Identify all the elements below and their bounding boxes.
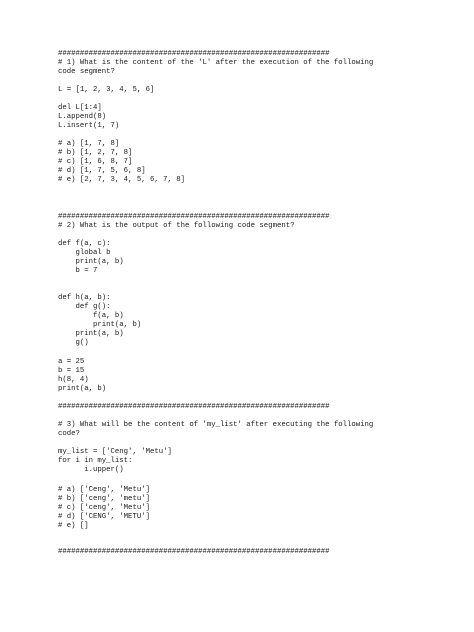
code-line: def g(): (58, 303, 111, 311)
answer-option: # e) [] (58, 522, 89, 530)
answer-option: # b) [1, 2, 7, 8] (58, 149, 133, 157)
code-line: i.upper() (58, 466, 124, 474)
code-line: print(a, b) (58, 321, 142, 329)
code-line: b = 7 (58, 267, 98, 275)
separator-line: ############################################################## (58, 213, 330, 221)
answer-option: # a) [1, 7, 8] (58, 140, 120, 148)
separator-line: ############################################################## (58, 403, 330, 411)
code-line: def h(a, b): (58, 294, 111, 302)
separator-line: ############################################################## (58, 50, 330, 58)
code-line: my_list = ['Ceng', 'Metu'] (58, 448, 172, 456)
code-line: for i in my_list: (58, 457, 133, 465)
code-line: L.insert(1, 7) (58, 122, 120, 130)
code-line: global b (58, 249, 111, 257)
code-line: print(a, b) (58, 385, 107, 393)
code-line: def f(a, c): (58, 240, 111, 248)
code-line: print(a, b) (58, 258, 124, 266)
answer-option: # d) ['CENG', 'METU'] (58, 513, 150, 521)
answer-option: # c) [1, 6, 8, 7] (58, 158, 133, 166)
code-line: h(8, 4) (58, 376, 89, 384)
code-line: a = 25 (58, 358, 85, 366)
code-line: g() (58, 339, 89, 347)
answer-option: # d) [1, 7, 5, 6, 8] (58, 167, 146, 175)
separator-line: ############################################################## (58, 548, 330, 556)
question-1-text: # 1) What is the content of the 'L' after the execution of the following (58, 59, 374, 67)
answer-option: # b) ['ceng', 'metu'] (58, 495, 150, 503)
question-3-text: code? (58, 430, 80, 438)
code-line: b = 15 (58, 367, 85, 375)
question-1-text: code segment? (58, 68, 115, 76)
answer-option: # a) ['Ceng', 'Metu'] (58, 486, 150, 494)
code-line: del L[1:4] (58, 104, 102, 112)
code-line: L = [1, 2, 3, 4, 5, 6] (58, 86, 155, 94)
code-line: print(a, b) (58, 330, 124, 338)
code-line: L.append(8) (58, 113, 107, 121)
answer-option: # c) ['ceng', 'Metu'] (58, 504, 150, 512)
code-line: f(a, b) (58, 312, 124, 320)
question-2-text: # 2) What is the output of the following code segment? (58, 222, 295, 230)
question-3-text: # 3) What will be the content of 'my_list' after executing the following (58, 421, 374, 429)
answer-option: # e) [2, 7, 3, 4, 5, 6, 7, 8] (58, 176, 185, 184)
